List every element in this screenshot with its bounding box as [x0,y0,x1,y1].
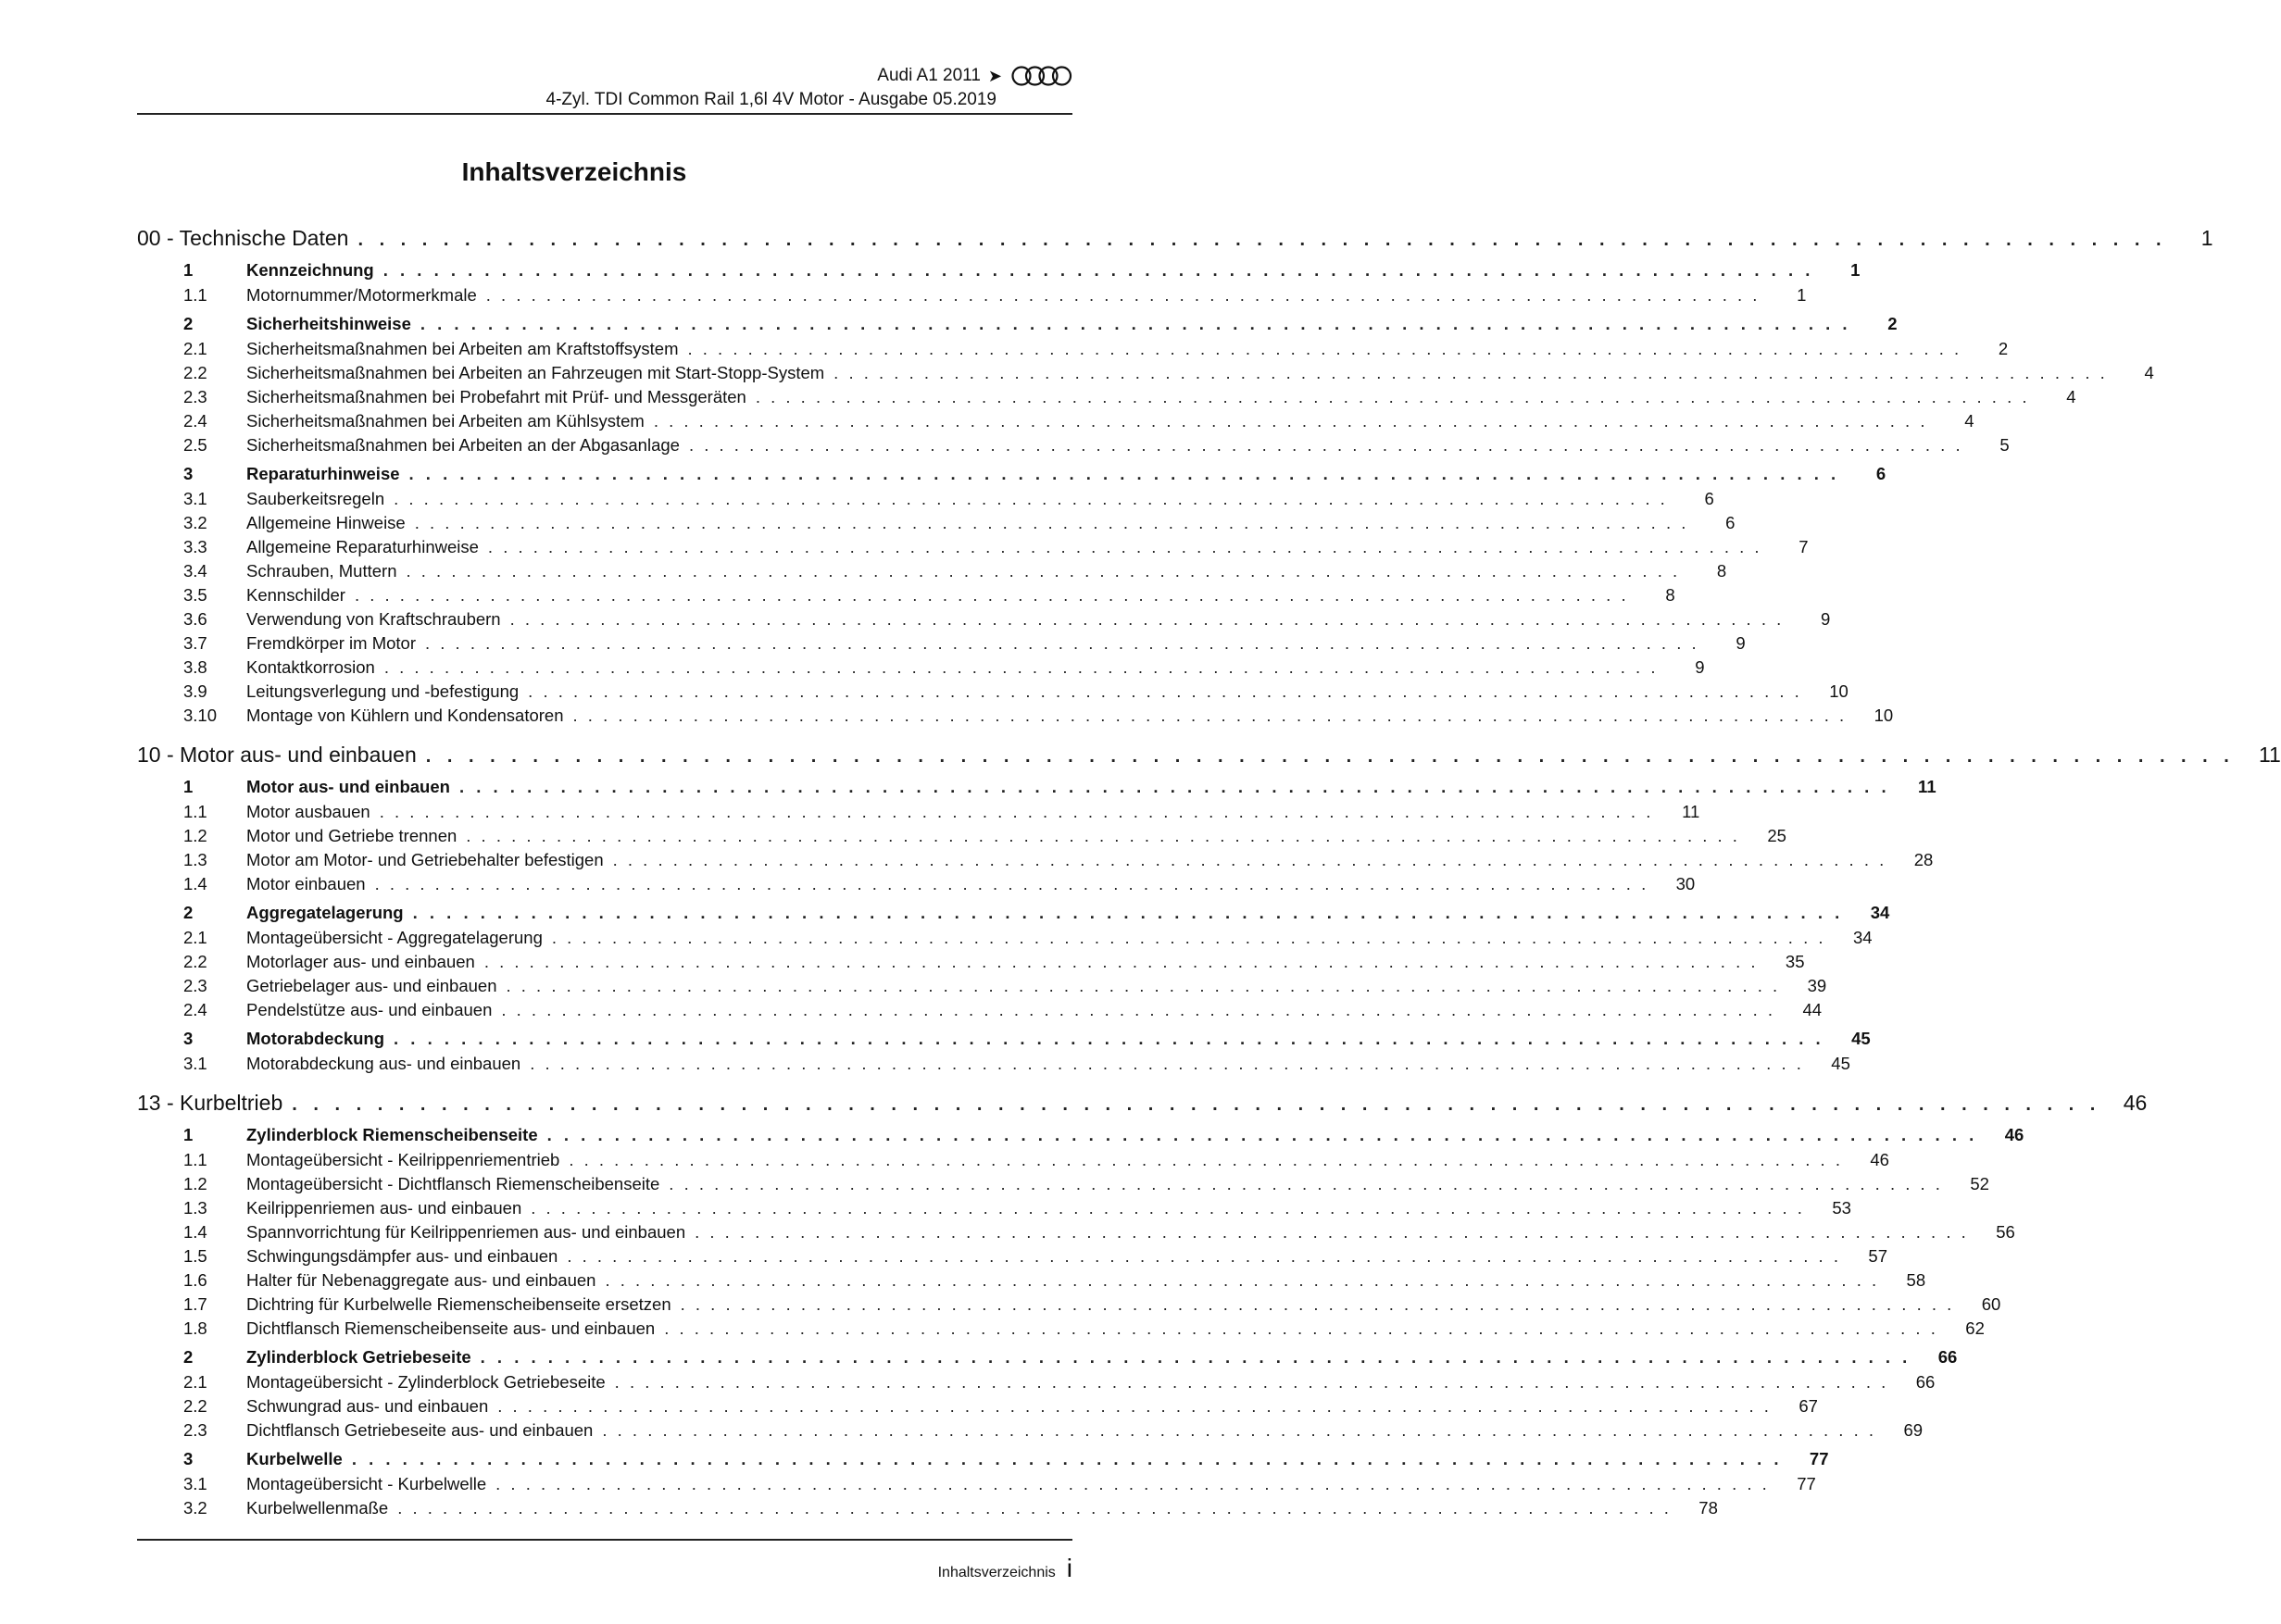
toc-item-row[interactable] [137,824,1786,848]
toc-entry-title: Montageübersicht - Dichtflansch Riemenscheibenseite [246,1174,660,1193]
toc-page-number: 46 [2123,1091,2148,1115]
toc-leader-dots: . . . . . . . . . . . . . . . . . . . . . . . . . . . . . . . . . . . . . . . . . . . . . . . . . . . . . . . . . . . . . . . . . . . . . . . . . . . . . . . . . . . . . [379,802,1654,821]
toc-chapter [137,222,2213,728]
toc-entry-number: 2.2 [183,1396,207,1416]
toc-section-row[interactable] [137,774,1936,800]
toc-item-row[interactable] [137,656,1705,680]
toc-item-row[interactable] [137,872,1696,896]
toc-leader-dots: . . . . . . . . . . . . . . . . . . . . . . . . . . . . . . . . . . . . . . . . . . . . . . . . . . . . . . . . . . . . . . . . . . . . . . . . . . . . . . . . . . . . . [680,1294,1955,1314]
toc-leader-dots: . . . . . . . . . . . . . . . . . . . . . . . . . . . . . . . . . . . . . . . . . . . . . . . . . . . . . . . . . . . . . . . . . . . . . . . . . . . . . . . . . . . . . [382,260,1814,280]
toc-entry-number: 1.2 [183,1174,207,1193]
toc-entry-number: 1 [183,1125,194,1144]
toc-item-row[interactable] [137,385,2076,409]
toc-page-number: 4 [2066,387,2076,406]
toc-leader-dots: . . . . . . . . . . . . . . . . . . . . . . . . . . . . . . . . . . . . . . . . . . . . . . . . . . . . . . . . . . . . . . . . . . . . . . . . . . . . . . . . . . . . . [408,464,1840,483]
toc-entry-number: 1.8 [183,1318,207,1338]
toc-page-number: 11 [1682,802,1700,821]
toc-entry-title: Montage von Kühlern und Kondensatoren [246,706,564,725]
toc-entry-title: Sicherheitsmaßnahmen bei Arbeiten an der Abgasanlage [246,435,680,455]
toc-entry-title: Montageübersicht - Kurbelwelle [246,1474,487,1493]
toc-page-number: 35 [1785,952,1805,971]
toc-entry-number: 3 [183,1449,194,1468]
toc-entry-number: 2 [183,314,194,333]
toc-leader-dots: . . . . . . . . . . . . . . . . . . . . . . . . . . . . . . . . . . . . . . . . . . . . . . . . . . . . . . . . . . . . . . . . . . . . . . . . . . . . . . . . . . . . . [602,1420,1877,1440]
toc-item-row[interactable] [137,1268,1926,1293]
toc-item-row[interactable] [137,974,1827,998]
toc-page-number: 5 [1999,435,2010,455]
toc-page-number: 25 [1767,826,1786,845]
toc-entry-number: 3.2 [183,1498,207,1518]
toc-leader-dots: . . . . . . . . . . . . . . . . . . . . . . . . . . . . . . . . . . . . . . . . . . . . . . . . . . . . . . . . . . . . . . . . . . . . . . . . . . . . . . . . . . . . . [495,1474,1770,1493]
toc-entry-number: 3 [183,1029,194,1048]
toc-leader-dots: . . . . . . . . . . . . . . . . . . . . . . . . . . . . . . . . . . . . . . . . . . . . . . . . . . . . . . . . . . . . . . . . . . . . . . . . . . . . . . . . . . . . . [531,1198,1805,1218]
toc-item-row[interactable] [137,409,1974,433]
toc-entry-title: Sicherheitsmaßnahmen bei Arbeiten am Kühlsystem [246,411,645,431]
toc-item-row[interactable] [137,337,2009,361]
toc-leader-dots: . . . . . . . . . . . . . . . . . . . . . . . . . . . . . . . . . . . . . . . . . . . . . . . . . . . . . . . . . . . . . . . . . . . . . . . . . . . . . . . . . . . . . [483,952,1759,971]
toc-entry-number: 2.3 [183,976,207,995]
toc-entry-title: Schrauben, Muttern [246,561,397,581]
toc-entry-number: 2 [183,1347,194,1367]
toc-item-row[interactable] [137,433,2010,457]
toc-leader-dots: . . . . . . . . . . . . . . . . . . . . . . . . . . . . . . . . . . . . . . . . . . . . . . . . . . . . . . . . . . . . . . . . . . . . . . . . . . . . . . . . . . . . . [551,928,1826,947]
toc-entry-title: Motorabdeckung aus- und einbauen [246,1054,521,1073]
toc-page-number: 34 [1852,928,1873,947]
toc-section-row[interactable] [137,1446,1829,1472]
toc-entry-number: 1.7 [183,1294,207,1314]
toc-entry-number: 2.4 [183,1000,207,1019]
audi-rings-logo-icon [1011,65,1072,87]
toc-item-row[interactable] [137,848,1934,872]
toc-entry-title: Reparaturhinweise [246,464,400,483]
toc-item-row[interactable] [137,535,1809,559]
toc-page-number: 77 [1809,1449,1829,1468]
header-model-line [877,65,1072,87]
toc-section-row[interactable] [137,900,1890,926]
toc-page-number: 30 [1675,874,1696,893]
toc-leader-dots: . . . . . . . . . . . . . . . . . . . . . . . . . . . . . . . . . . . . . . . . . . . . . . . . . . . . . . . . . . . . . . . . . . . . . . . . . . . . . . . . . . . . . [528,681,1802,701]
toc-entry-number: 1.6 [183,1270,207,1290]
toc-leader-dots: . . . . . . . . . . . . . . . . . . . . . . . . . . . . . . . . . . . . . . . . . . . . . . . . . . . . . . . . . . . . . . . . . . . . . . . . . . . . . . . . . . . . . [569,1150,1843,1169]
toc-leader-dots: . . . . . . . . . . . . . . . . . . . . . . . . . . . . . . . . . . . . . . . . . . . . . . . . . . . . . . . . . . . . . . . . . . . . . . . . . . . . . . . . . . . . . [420,314,1851,333]
toc-item-row[interactable] [137,1052,1850,1076]
toc-entry-number: 2.4 [183,411,207,431]
toc-page-number: 8 [1716,561,1727,581]
toc-entry-title: Allgemeine Hinweise [246,513,406,532]
toc-entry-title: Kennschilder [246,585,345,605]
page-header [137,61,1072,115]
toc-item-row[interactable] [137,950,1805,974]
toc-page-number: 11 [1918,777,1936,796]
toc-page-number: 58 [1906,1270,1926,1290]
toc-entry-number: 3.1 [183,1474,207,1493]
toc-leader-dots: . . . . . . . . . . . . . . . . . . . . . . . . . . . . . . . . . . . . . . . . . . . . . . . . . . . . . . . . . . . . . . . . . . . . . . . . . . . . . . . . . . . . . [458,777,1890,796]
toc-leader-dots: . . . . . . . . . . . . . . . . . . . . . . . . . . . . . . . . . . . . . . . . . . . . . . . . . . . . . . . . . . . . . . . . . . . . . . . . . . . . . . . . . . . . . [397,1498,1672,1518]
toc-entry-title: Schwungrad aus- und einbauen [246,1396,489,1416]
toc-page-number: 9 [1736,633,1746,653]
toc-leader-dots: . . . . . . . . . . . . . . . . . . . . . . . . . . . . . . . . . . . . . . . . . . . . . . . . . . . . . . . . . . . . . . . . . . . . . . . . . . . . . . . . . . . . . [833,363,2108,382]
toc-entry-title: Sicherheitsmaßnahmen bei Arbeiten am Kraftstoffsystem [246,339,679,358]
toc-page-number: 56 [1996,1222,2015,1242]
toc-item-row[interactable] [137,487,1714,511]
toc-item-row[interactable] [137,1370,1936,1394]
toc-item-row[interactable] [137,283,1807,307]
toc-item-row[interactable] [137,1496,1718,1520]
toc-entry-title: Montageübersicht - Zylinderblock Getriebeseite [246,1372,606,1392]
toc-item-row[interactable] [137,680,1849,704]
toc-item-row[interactable] [137,607,1831,631]
toc-page-number: 1 [1797,285,1807,305]
toc-entry-title: Keilrippenriemen aus- und einbauen [246,1198,522,1218]
toc-leader-dots: . . . . . . . . . . . . . . . . . . . . . . . . . . . . . . . . . . . . . . . . . . . . . . . . . . . . . . . . . . . . . . . . . . . . . . . . . . . . . . . . . . . . . [480,1347,1911,1367]
toc-item-row[interactable] [137,1196,1851,1220]
toc-entry-number: 1.1 [183,802,207,821]
toc-leader-dots: . . . . . . . . . . . . . . . . . . . . . . . . . . . . . . . . . . . . . . . . . . . . . . . . . . . . . . . . . . . . . . . . . . . . . . . . . . . . . . . . . . . . . [485,285,1761,305]
header-model: Audi A1 2011 [877,66,981,85]
toc-entry-title: Dichtflansch Getriebeseite aus- und einbauen [246,1420,594,1440]
toc-section-row[interactable] [137,1122,2024,1148]
toc-entry-title: Zylinderblock Getriebeseite [246,1347,471,1367]
toc-leader-dots: . . . . . . . . . . . . . . . . . . . . . . . . . . . . . . . . . . . . . . . . . . . . . . . . . . . . . . . . . . . . . . . . . . . . . . . . . . . . . . . . . . . . . [351,1449,1783,1468]
toc-leader-dots: . . . . . . . . . . . . . . . . . . . . . . . . . . . . . . . . . . . . . . . . . . . . . . . . . . . . . . . . . . . . . . . . . . . . . . . . . . . . . . . . . . . . . [653,411,1928,431]
toc-page-number: 1 [1850,260,1861,280]
toc-page-number: 66 [1937,1347,1958,1367]
toc-entry-title: Motor und Getriebe trennen [246,826,457,845]
toc-page-number: 53 [1832,1198,1851,1218]
toc-entry-number: 3.2 [183,513,207,532]
toc-entry-number: 1.4 [183,874,207,893]
toc-entry-title: Aggregatelagerung [246,903,404,922]
toc-entry-title: Verwendung von Kraftschraubern [246,609,501,629]
toc-entry-number: 1.4 [183,1222,207,1242]
toc-entry-number: 2.3 [183,1420,207,1440]
toc-entry-number: 2 [183,903,194,922]
toc-page-number: 39 [1807,976,1827,995]
toc-page-number: 45 [1851,1029,1871,1048]
toc-entry-title: Halter für Nebenaggregate aus- und einbauen [246,1270,596,1290]
toc-entry-title: Allgemeine Reparaturhinweise [246,537,479,556]
toc-item-row[interactable] [137,1244,1887,1268]
toc-page-number: 60 [1981,1294,2001,1314]
toc-leader-dots: . . . . . . . . . . . . . . . . . . . . . . . . . . . . . . . . . . . . . . . . . . . . . . . . . . . . . . . . . . . . . . . . . . . . . . . . . . . . . . . . . . . . . [425,746,2235,767]
toc-chapter [137,1087,2148,1520]
toc-leader-dots: . . . . . . . . . . . . . . . . . . . . . . . . . . . . . . . . . . . . . . . . . . . . . . . . . . . . . . . . . . . . . . . . . . . . . . . . . . . . . . . . . . . . . [506,976,1781,995]
toc-item-row[interactable] [137,926,1873,950]
toc-leader-dots: . . . . . . . . . . . . . . . . . . . . . . . . . . . . . . . . . . . . . . . . . . . . . . . . . . . . . . . . . . . . . . . . . . . . . . . . . . . . . . . . . . . . . [664,1318,1938,1338]
toc-leader-dots: . . . . . . . . . . . . . . . . . . . . . . . . . . . . . . . . . . . . . . . . . . . . . . . . . . . . . . . . . . . . . . . . . . . . . . . . . . . . . . . . . . . . . [497,1396,1772,1416]
toc-entry-title: Montageübersicht - Aggregatelagerung [246,928,543,947]
toc-leader-dots: . . . . . . . . . . . . . . . . . . . . . . . . . . . . . . . . . . . . . . . . . . . . . . . . . . . . . . . . . . . . . . . . . . . . . . . . . . . . . . . . . . . . . [374,874,1649,893]
toc-entry-number: 3.4 [183,561,207,581]
toc-section-row[interactable] [137,257,1861,283]
toc-page-number: 11 [2258,743,2281,767]
toc-page-number: 46 [2004,1125,2024,1144]
toc-entry-title: Kennzeichnung [246,260,374,280]
toc-entry-number: 3.10 [183,706,218,725]
toc-page-number: 4 [1964,411,1974,431]
toc-entry-number: 3.3 [183,537,207,556]
toc-entry-title: Motorlager aus- und einbauen [246,952,475,971]
toc-entry-number: 2.1 [183,339,207,358]
toc-page-number: 9 [1820,609,1831,629]
toc-leader-dots: . . . . . . . . . . . . . . . . . . . . . . . . . . . . . . . . . . . . . . . . . . . . . . . . . . . . . . . . . . . . . . . . . . . . . . . . . . . . . . . . . . . . . [487,537,1762,556]
toc-item-row[interactable] [137,511,1736,535]
toc-entry-title: 00 - Technische Daten [137,226,349,250]
toc-item-row[interactable] [137,583,1675,607]
toc-item-row[interactable] [137,704,1894,728]
toc-entry-number: 1.3 [183,1198,207,1218]
toc-leader-dots: . . . . . . . . . . . . . . . . . . . . . . . . . . . . . . . . . . . . . . . . . . . . . . . . . . . . . . . . . . . . . . . . . . . . . . . . . . . . . . . . . . . . . [394,1029,1824,1048]
toc-page-number: 44 [1802,1000,1823,1019]
toc-page-number: 10 [1829,681,1849,701]
toc-chapter-row[interactable] [137,739,2281,770]
toc-leader-dots: . . . . . . . . . . . . . . . . . . . . . . . . . . . . . . . . . . . . . . . . . . . . . . . . . . . . . . . . . . . . . . . . . . . . . . . . . . . . . . . . . . . . . [394,489,1668,508]
toc-entry-title: Sicherheitsmaßnahmen bei Arbeiten an Fahrzeugen mit Start-Stopp-System [246,363,825,382]
toc-page-number: 67 [1798,1396,1818,1416]
toc-page-number: 46 [1870,1150,1889,1169]
toc-entry-number: 2.3 [183,387,207,406]
toc-entry-title: Dichtring für Kurbelwelle Riemenscheibenseite ersetzen [246,1294,671,1314]
toc-entry-title: Dichtflansch Riemenscheibenseite aus- und einbauen [246,1318,656,1338]
toc-entry-number: 3.5 [183,585,207,605]
footer-label: Inhaltsverzeichnis [937,1565,1056,1580]
toc-item-row[interactable] [137,1472,1816,1496]
toc-entry-title: Leitungsverlegung und -befestigung [246,681,520,701]
toc-leader-dots: . . . . . . . . . . . . . . . . . . . . . . . . . . . . . . . . . . . . . . . . . . . . . . . . . . . . . . . . . . . . . . . . . . . . . . . . . . . . . . . . . . . . . [567,1246,1841,1266]
toc-page-number: 4 [2144,363,2154,382]
toc-page-number: 77 [1797,1474,1816,1493]
toc-leader-dots: . . . . . . . . . . . . . . . . . . . . . . . . . . . . . . . . . . . . . . . . . . . . . . . . . . . . . . . . . . . . . . . . . . . . . . . . . . . . . . . . . . . . . [572,706,1848,725]
toc-item-row[interactable] [137,800,1700,824]
toc-entry-title: Montageübersicht - Keilrippenriementrieb [246,1150,560,1169]
toc-page-number: 6 [1725,513,1736,532]
toc-item-row[interactable] [137,998,1823,1022]
toc-entry-number: 3.6 [183,609,207,629]
toc-leader-dots: . . . . . . . . . . . . . . . . . . . . . . . . . . . . . . . . . . . . . . . . . . . . . . . . . . . . . . . . . . . . . . . . . . . . . . . . . . . . . . . . . . . . . [755,387,2030,406]
toc-entry-number: 1 [183,260,194,280]
toc-item-row[interactable] [137,1394,1818,1418]
toc-leader-dots: . . . . . . . . . . . . . . . . . . . . . . . . . . . . . . . . . . . . . . . . . . . . . . . . . . . . . . . . . . . . . . . . . . . . . . . . . . . . . . . . . . . . . [546,1125,1978,1144]
toc-entry-title: Kurbelwellenmaße [246,1498,389,1518]
toc-chapter-row[interactable] [137,1087,2148,1118]
toc-entry-number: 1 [183,777,194,796]
toc-entry-title: Sicherheitsmaßnahmen bei Probefahrt mit Prüf- und Messgeräten [246,387,746,406]
toc-item-row[interactable] [137,1418,1924,1443]
toc-page-number: 1 [2200,226,2213,250]
toc-page-number: 7 [1798,537,1809,556]
footer-rule [137,1539,1072,1541]
toc-entry-number: 1.1 [183,285,207,305]
toc-leader-dots: . . . . . . . . . . . . . . . . . . . . . . . . . . . . . . . . . . . . . . . . . . . . . . . . . . . . . . . . . . . . . . . . . . . . . . . . . . . . . . . . . . . . . [669,1174,1943,1193]
toc-leader-dots: . . . . . . . . . . . . . . . . . . . . . . . . . . . . . . . . . . . . . . . . . . . . . . . . . . . . . . . . . . . . . . . . . . . . . . . . . . . . . . . . . . . . . [501,1000,1776,1019]
toc-entry-number: 2.1 [183,1372,207,1392]
toc-entry-title: Kontaktkorrosion [246,657,375,677]
toc-page-number: 9 [1695,657,1705,677]
header-rule [137,113,1072,115]
toc-page-number: 6 [1704,489,1714,508]
toc-page-number: 2 [1998,339,2009,358]
toc-entry-number: 3.1 [183,1054,207,1073]
toc-item-row[interactable] [137,1172,1989,1196]
toc-entry-title: Fremdkörper im Motor [246,633,416,653]
toc-item-row[interactable] [137,1148,1889,1172]
toc-entry-title: Motor ausbauen [246,802,370,821]
toc-entry-title: Spannvorrichtung für Keilrippenriemen aus- und einbauen [246,1222,686,1242]
toc-entry-number: 2.2 [183,952,207,971]
toc-entry-title: 13 - Kurbeltrieb [137,1091,283,1115]
toc-page-number: 52 [1970,1174,1989,1193]
toc-entry-title: Motorabdeckung [246,1029,385,1048]
toc-page-number: 28 [1913,850,1934,869]
toc-page-number: 69 [1903,1420,1924,1440]
toc-leader-dots: . . . . . . . . . . . . . . . . . . . . . . . . . . . . . . . . . . . . . . . . . . . . . . . . . . . . . . . . . . . . . . . . . . . . . . . . . . . . . . . . . . . . . [412,903,1844,922]
toc-entry-title: Pendelstütze aus- und einbauen [246,1000,493,1019]
toc-entry-number: 3.9 [183,681,207,701]
toc-leader-dots: . . . . . . . . . . . . . . . . . . . . . . . . . . . . . . . . . . . . . . . . . . . . . . . . . . . . . . . . . . . . . . . . . . . . . . . . . . . . . . . . . . . . . [695,1222,1969,1242]
toc-entry-title: Sauberkeitsregeln [246,489,385,508]
toc-page-number: 34 [1870,903,1890,922]
toc-entry-number: 2.2 [183,363,207,382]
toc-leader-dots: . . . . . . . . . . . . . . . . . . . . . . . . . . . . . . . . . . . . . . . . . . . . . . . . . . . . . . . . . . . . . . . . . . . . . . . . . . . . . . . . . . . . . [688,435,1963,455]
toc-chapter-row[interactable] [137,222,2213,254]
toc-entry-title: Zylinderblock Riemenscheibenseite [246,1125,538,1144]
toc-entry-number: 3 [183,464,194,483]
toc-leader-dots: . . . . . . . . . . . . . . . . . . . . . . . . . . . . . . . . . . . . . . . . . . . . . . . . . . . . . . . . . . . . . . . . . . . . . . . . . . . . . . . . . . . . . [406,561,1681,581]
toc-section-row[interactable] [137,311,1898,337]
toc-entry-number: 1.5 [183,1246,207,1266]
toc-item-row[interactable] [137,559,1727,583]
toc-leader-dots: . . . . . . . . . . . . . . . . . . . . . . . . . . . . . . . . . . . . . . . . . . . . . . . . . . . . . . . . . . . . . . . . . . . . . . . . . . . . . . . . . . . . . [605,1270,1880,1290]
toc-entry-title: Motor einbauen [246,874,366,893]
toc-page-number: 6 [1875,464,1886,483]
toc-leader-dots: . . . . . . . . . . . . . . . . . . . . . . . . . . . . . . . . . . . . . . . . . . . . . . . . . . . . . . . . . . . . . . . . . . . . . . . . . . . . . . . . . . . . . [614,1372,1889,1392]
toc-leader-dots: . . . . . . . . . . . . . . . . . . . . . . . . . . . . . . . . . . . . . . . . . . . . . . . . . . . . . . . . . . . . . . . . . . . . . . . . . . . . . . . . . . . . . [292,1094,2101,1115]
table-of-contents [137,222,2281,1531]
toc-page-number: 78 [1698,1498,1718,1518]
toc-item-row[interactable] [137,361,2154,385]
page-title: Inhaltsverzeichnis [461,157,687,186]
toc-item-row[interactable] [137,1293,2001,1317]
toc-section-row[interactable] [137,461,1886,487]
toc-leader-dots: . . . . . . . . . . . . . . . . . . . . . . . . . . . . . . . . . . . . . . . . . . . . . . . . . . . . . . . . . . . . . . . . . . . . . . . . . . . . . . . . . . . . . [354,585,1629,605]
toc-entry-number: 3.8 [183,657,207,677]
toc-chapter [137,739,2281,1076]
toc-page-number: 10 [1874,706,1894,725]
toc-entry-title: 10 - Motor aus- und einbauen [137,743,417,767]
toc-entry-title: Getriebelager aus- und einbauen [246,976,497,995]
toc-page-number: 62 [1965,1318,1985,1338]
toc-leader-dots: . . . . . . . . . . . . . . . . . . . . . . . . . . . . . . . . . . . . . . . . . . . . . . . . . . . . . . . . . . . . . . . . . . . . . . . . . . . . . . . . . . . . . [424,633,1699,653]
toc-entry-number: 1.2 [183,826,207,845]
arrow-icon: ➤ [987,66,1002,85]
toc-entry-number: 3.1 [183,489,207,508]
toc-page-number: 57 [1868,1246,1887,1266]
toc-item-row[interactable] [137,631,1746,656]
toc-leader-dots: . . . . . . . . . . . . . . . . . . . . . . . . . . . . . . . . . . . . . . . . . . . . . . . . . . . . . . . . . . . . . . . . . . . . . . . . . . . . . . . . . . . . . [414,513,1689,532]
toc-leader-dots: . . . . . . . . . . . . . . . . . . . . . . . . . . . . . . . . . . . . . . . . . . . . . . . . . . . . . . . . . . . . . . . . . . . . . . . . . . . . . . . . . . . . . [466,826,1740,845]
toc-entry-title: Motornummer/Motormerkmale [246,285,477,305]
toc-entry-number: 2.5 [183,435,207,455]
toc-entry-number: 2.1 [183,928,207,947]
toc-page-number: 45 [1831,1054,1850,1073]
toc-page-number: 8 [1665,585,1675,605]
toc-page-number: 2 [1887,314,1898,333]
toc-entry-number: 1.1 [183,1150,207,1169]
toc-leader-dots: . . . . . . . . . . . . . . . . . . . . . . . . . . . . . . . . . . . . . . . . . . . . . . . . . . . . . . . . . . . . . . . . . . . . . . . . . . . . . . . . . . . . . [383,657,1659,677]
toc-leader-dots: . . . . . . . . . . . . . . . . . . . . . . . . . . . . . . . . . . . . . . . . . . . . . . . . . . . . . . . . . . . . . . . . . . . . . . . . . . . . . . . . . . . . . [687,339,1962,358]
toc-entry-title: Motor aus- und einbauen [246,777,450,796]
toc-leader-dots: . . . . . . . . . . . . . . . . . . . . . . . . . . . . . . . . . . . . . . . . . . . . . . . . . . . . . . . . . . . . . . . . . . . . . . . . . . . . . . . . . . . . . [612,850,1887,869]
toc-item-row[interactable] [137,1317,1985,1341]
toc-entry-title: Schwingungsdämpfer aus- und einbauen [246,1246,558,1266]
toc-leader-dots: . . . . . . . . . . . . . . . . . . . . . . . . . . . . . . . . . . . . . . . . . . . . . . . . . . . . . . . . . . . . . . . . . . . . . . . . . . . . . . . . . . . . . [509,609,1785,629]
footer-page-number: i [1066,1554,1072,1582]
toc-section-row[interactable] [137,1026,1871,1052]
header-subtitle: 4-Zyl. TDI Common Rail 1,6l 4V Motor - Ausgabe 05.2019 [545,90,996,109]
toc-entry-title: Sicherheitshinweise [246,314,411,333]
toc-entry-number: 3.7 [183,633,207,653]
toc-entry-title: Motor am Motor- und Getriebehalter befestigen [246,850,604,869]
toc-leader-dots: . . . . . . . . . . . . . . . . . . . . . . . . . . . . . . . . . . . . . . . . . . . . . . . . . . . . . . . . . . . . . . . . . . . . . . . . . . . . . . . . . . . . . [530,1054,1804,1073]
toc-item-row[interactable] [137,1220,2015,1244]
page-footer [938,1554,1072,1583]
toc-leader-dots: . . . . . . . . . . . . . . . . . . . . . . . . . . . . . . . . . . . . . . . . . . . . . . . . . . . . . . . . . . . . . . . . . . . . . . . . . . . . . . . . . . . . . [357,230,2167,250]
toc-entry-number: 1.3 [183,850,207,869]
toc-section-row[interactable] [137,1344,1958,1370]
toc-page-number: 66 [1915,1372,1936,1392]
toc-entry-title: Kurbelwelle [246,1449,343,1468]
